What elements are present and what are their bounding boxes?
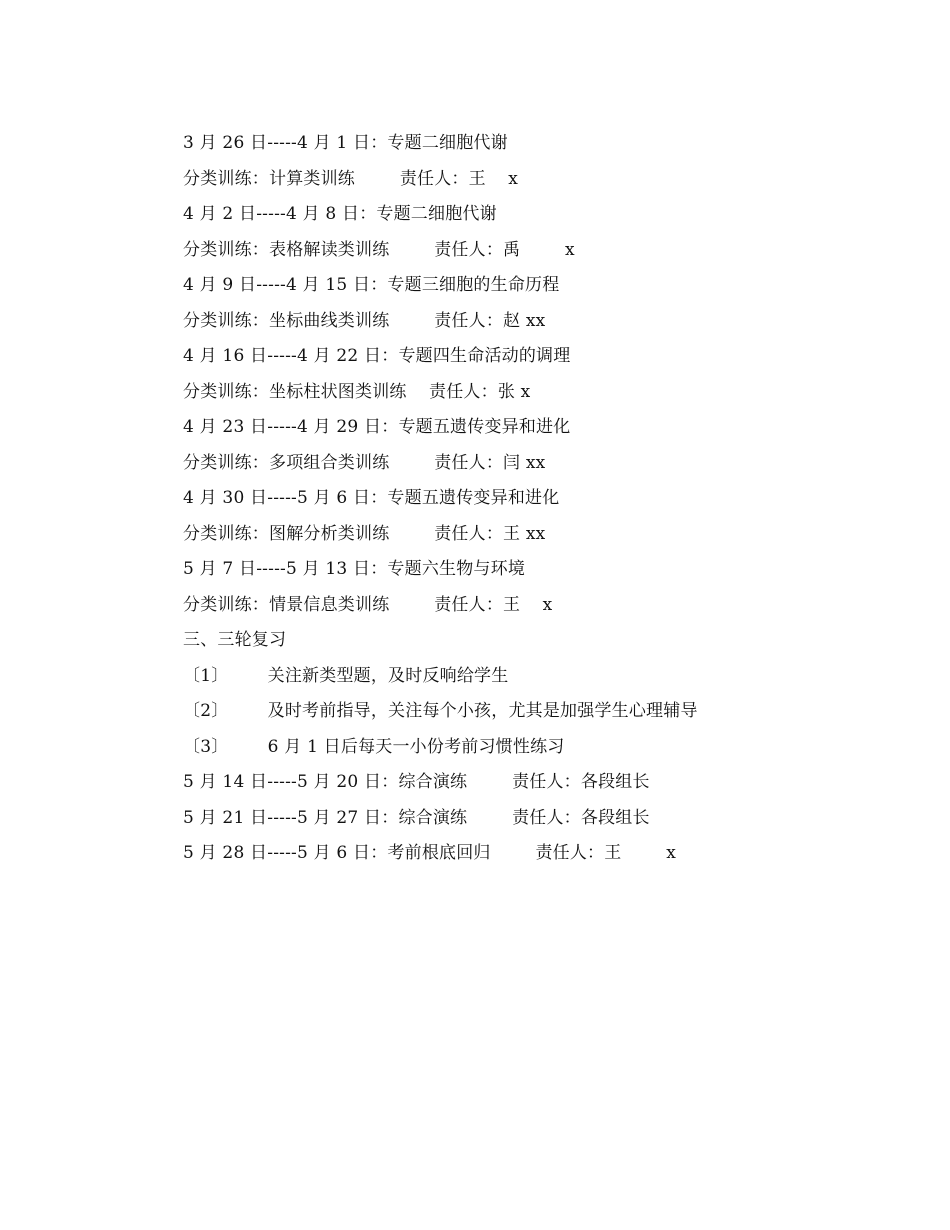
list-item: 〔3〕 6 月 1 日后每天一小份考前习惯性练习 (183, 737, 565, 757)
schedule-line: 5 月 21 日-----5 月 27 日：综合演练 责任人：各段组长 (183, 808, 650, 828)
schedule-line: 3 月 26 日-----4 月 1 日：专题二细胞代谢 (183, 133, 508, 153)
schedule-line: 4 月 23 日-----4 月 29 日：专题五遗传变异和进化 (183, 417, 571, 437)
schedule-line: 5 月 14 日-----5 月 20 日：综合演练 责任人：各段组长 (183, 772, 650, 792)
schedule-line: 4 月 2 日-----4 月 8 日：专题二细胞代谢 (183, 204, 497, 224)
training-line: 分类训练：坐标柱状图类训练 责任人：张 x (183, 382, 531, 402)
list-item: 〔2〕 及时考前指导，关注每个小孩，尤其是加强学生心理辅导 (183, 701, 698, 721)
training-line: 分类训练：坐标曲线类训练 责任人：赵 xx (183, 311, 546, 331)
schedule-line: 4 月 9 日-----4 月 15 日：专题三细胞的生命历程 (183, 275, 560, 295)
section-heading: 三、三轮复习 (183, 630, 287, 650)
training-line: 分类训练：计算类训练 责任人：王 x (183, 169, 519, 189)
training-line: 分类训练：多项组合类训练 责任人：闫 xx (183, 453, 546, 473)
list-item: 〔1〕 关注新类型题，及时反响给学生 (183, 666, 509, 686)
training-line: 分类训练：情景信息类训练 责任人：王 x (183, 595, 553, 615)
schedule-line: 5 月 28 日-----5 月 6 日：考前根底回归 责任人：王 x (183, 843, 677, 863)
schedule-line: 4 月 30 日-----5 月 6 日：专题五遗传变异和进化 (183, 488, 560, 508)
schedule-line: 4 月 16 日-----4 月 22 日：专题四生命活动的调理 (183, 346, 571, 366)
training-line: 分类训练：表格解读类训练 责任人：禹 x (183, 240, 575, 260)
training-line: 分类训练：图解分析类训练 责任人：王 xx (183, 524, 546, 544)
schedule-line: 5 月 7 日-----5 月 13 日：专题六生物与环境 (183, 559, 526, 579)
